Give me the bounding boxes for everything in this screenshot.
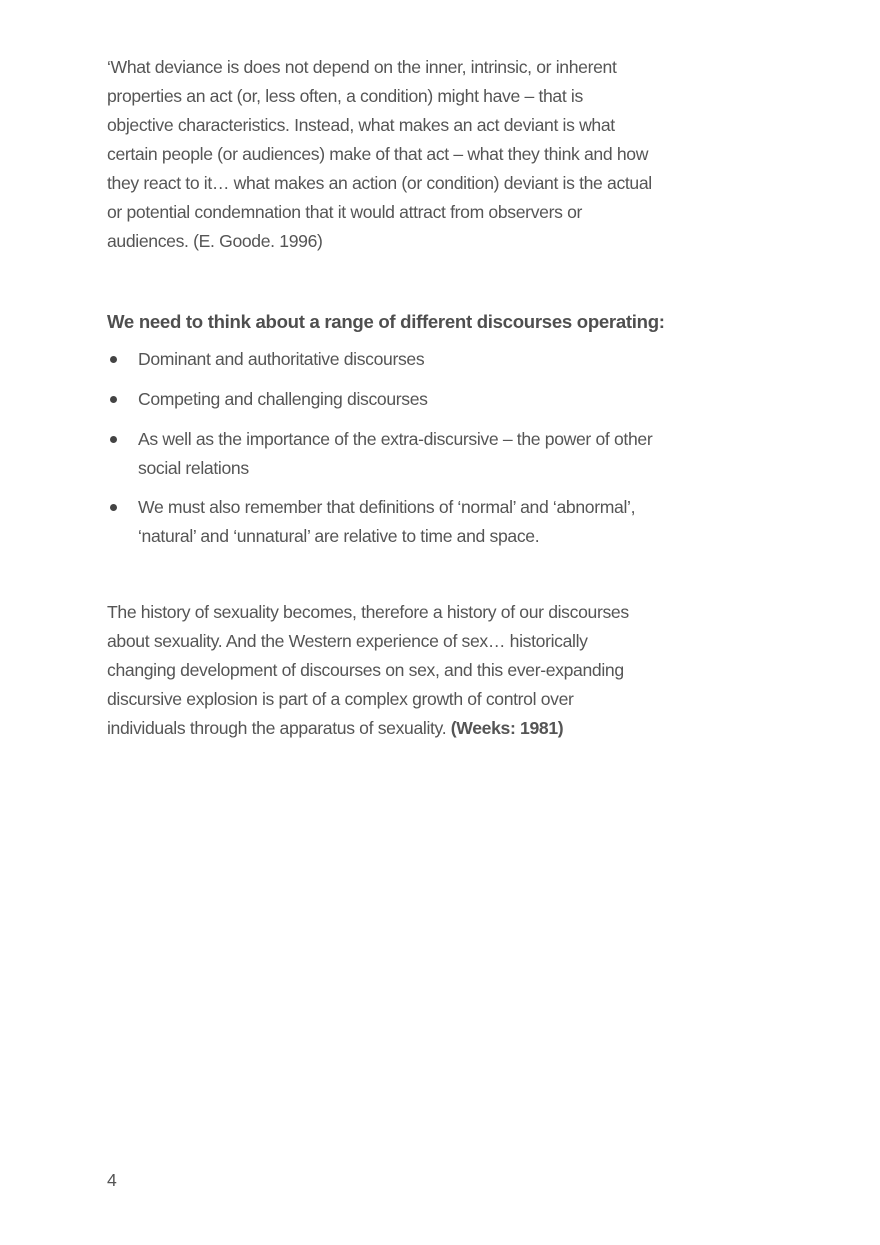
closing-line: The history of sexuality becomes, therefore a history of our discourses <box>107 602 629 622</box>
bullet-icon <box>110 356 117 363</box>
closing-line-last <box>107 714 629 743</box>
bullet-icon <box>110 396 117 403</box>
closing-line: changing development of discourses on sex, and this ever-expanding <box>107 660 624 680</box>
quote-line: or potential condemnation that it would attract from observers or <box>107 202 583 222</box>
bullet-text: ‘natural’ and ‘unnatural’ are relative to time and space. <box>138 526 540 546</box>
bullet-text: Competing and challenging discourses <box>138 389 428 409</box>
quote-paragraph <box>107 53 652 256</box>
closing-paragraph <box>107 598 629 743</box>
quote-line: objective characteristics. Instead, what makes an act deviant is what <box>107 115 615 135</box>
closing-line: discursive explosion is part of a complex growth of control over <box>107 689 574 709</box>
bullet-text: Dominant and authoritative discourses <box>138 349 425 369</box>
citation: (Weeks: 1981) <box>450 718 564 738</box>
bullet-text: As well as the importance of the extra-discursive – the power of other <box>138 429 653 449</box>
closing-line-text: individuals through the apparatus of sexuality. <box>107 718 447 738</box>
closing-line: about sexuality. And the Western experience of sex… historically <box>107 631 588 651</box>
quote-line: audiences. (E. Goode. 1996) <box>107 231 323 251</box>
quote-line: ‘What deviance is does not depend on the inner, intrinsic, or inherent <box>107 57 617 77</box>
page-number: 4 <box>107 1170 117 1190</box>
quote-line: they react to it… what makes an action (or condition) deviant is the actual <box>107 173 652 193</box>
quote-line: certain people (or audiences) make of that act – what they think and how <box>107 144 649 164</box>
bullet-text: We must also remember that definitions of ‘normal’ and ‘abnormal’, <box>138 497 636 517</box>
bullet-text: social relations <box>138 458 249 478</box>
section-heading: We need to think about a range of different discourses operating: <box>107 311 665 332</box>
bullet-icon <box>110 504 117 511</box>
quote-line: properties an act (or, less often, a condition) might have – that is <box>107 86 583 106</box>
bullet-icon <box>110 436 117 443</box>
